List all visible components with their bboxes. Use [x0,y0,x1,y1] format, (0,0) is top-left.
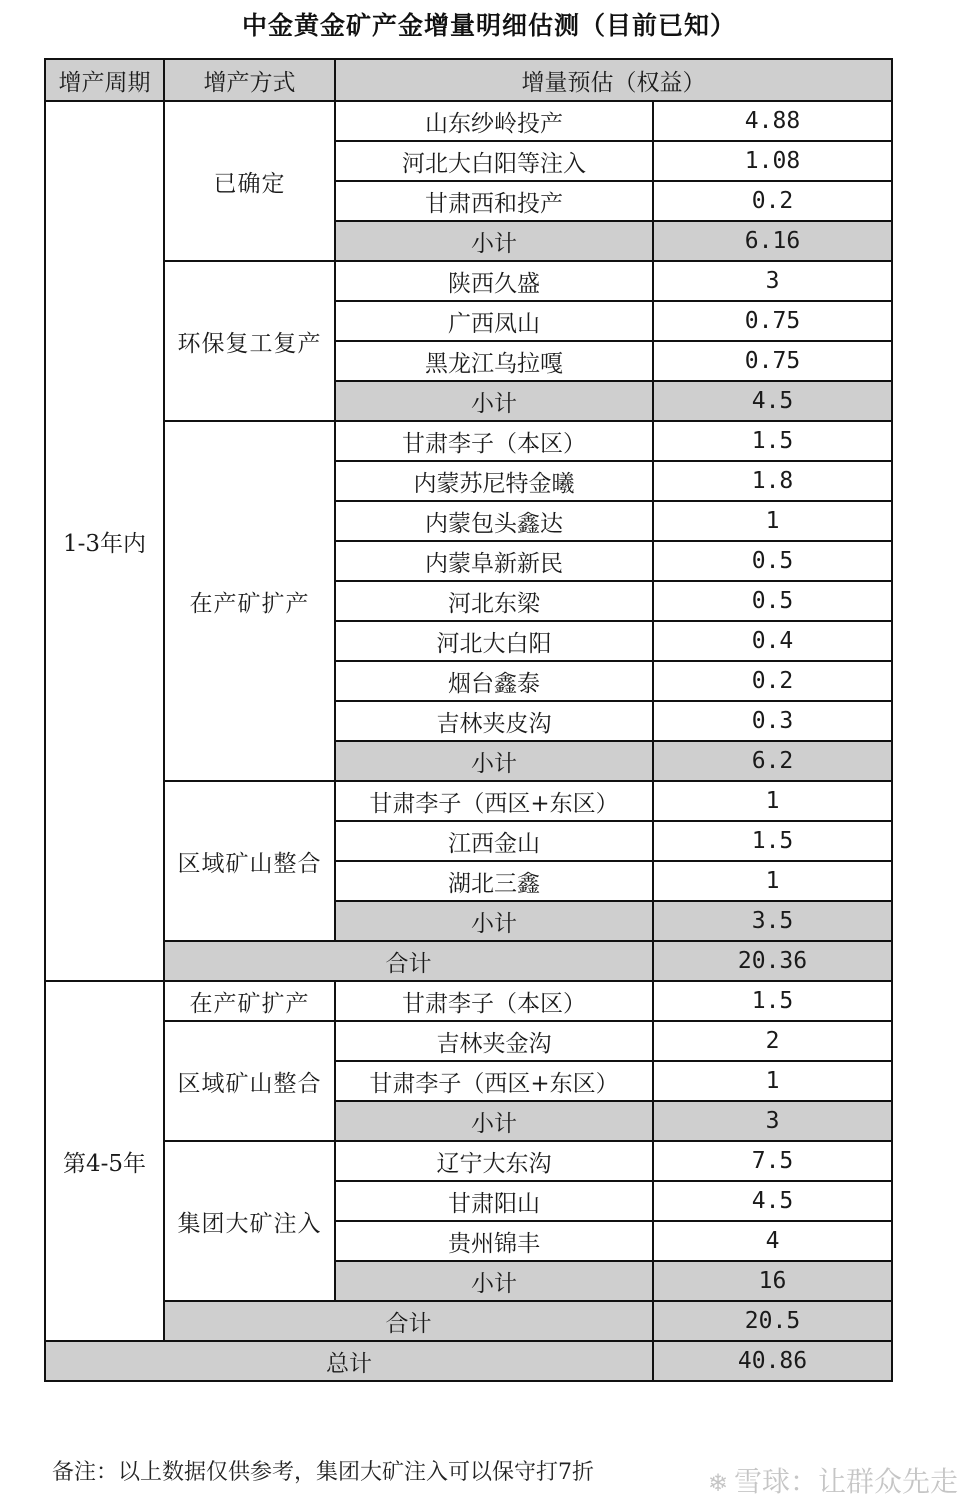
item-name-cell: 贵州锦丰 [335,1221,653,1261]
table-header-row [45,59,892,101]
item-value-cell: 1.5 [653,981,892,1021]
watermark-text: 雪球：让群众先走 [733,1465,958,1498]
item-name-cell: 吉林夹金沟 [335,1021,653,1061]
total-value-cell: 20.5 [653,1301,892,1341]
item-value-cell: 4.5 [653,1181,892,1221]
subtotal-label-cell: 小计 [335,901,653,941]
snowball-logo-icon: ❄ [707,1469,728,1497]
item-value-cell: 0.75 [653,301,892,341]
subtotal-value-cell: 6.16 [653,221,892,261]
method-cell: 区域矿山整合 [164,1021,335,1141]
item-value-cell: 1.5 [653,821,892,861]
item-name-cell: 江西金山 [335,821,653,861]
item-name-cell: 河北大白阳等注入 [335,141,653,181]
grand-total-row [45,1341,892,1381]
item-value-cell: 4.88 [653,101,892,141]
item-name-cell: 山东纱岭投产 [335,101,653,141]
table-row [45,1141,892,1181]
item-name-cell: 甘肃李子（西区+东区） [335,781,653,821]
method-cell: 环保复工复产 [164,261,335,421]
item-name-cell: 烟台鑫泰 [335,661,653,701]
item-value-cell: 1 [653,861,892,901]
item-name-cell: 内蒙苏尼特金曦 [335,461,653,501]
method-cell: 区域矿山整合 [164,781,335,941]
item-value-cell: 7.5 [653,1141,892,1181]
item-value-cell: 2 [653,1021,892,1061]
total-row [45,941,892,981]
watermark [708,1462,958,1502]
period-cell: 1-3年内 [45,101,164,981]
item-value-cell: 1.5 [653,421,892,461]
subtotal-label-cell: 小计 [335,1101,653,1141]
total-value-cell: 20.36 [653,941,892,981]
subtotal-label-cell: 小计 [335,221,653,261]
table-row [45,981,892,1021]
gold-increment-table [44,58,893,1382]
item-name-cell: 河北东梁 [335,581,653,621]
page-title: 中金黄金矿产金增量明细估测（目前已知） [241,11,736,40]
subtotal-value-cell: 3.5 [653,901,892,941]
header-estimate: 增量预估（权益） [335,59,892,101]
item-value-cell: 1.08 [653,141,892,181]
item-value-cell: 0.75 [653,341,892,381]
grand-total-label-cell: 总计 [45,1341,653,1381]
table-row [45,261,892,301]
subtotal-value-cell: 4.5 [653,381,892,421]
total-label-cell: 合计 [164,1301,653,1341]
header-period: 增产周期 [45,59,164,101]
item-name-cell: 甘肃李子（西区+东区） [335,1061,653,1101]
method-cell: 在产矿扩产 [164,421,335,781]
item-name-cell: 甘肃阳山 [335,1181,653,1221]
grand-total-value-cell: 40.86 [653,1341,892,1381]
item-name-cell: 甘肃李子（本区） [335,421,653,461]
table-row [45,781,892,821]
item-name-cell: 陕西久盛 [335,261,653,301]
item-value-cell: 4 [653,1221,892,1261]
subtotal-value-cell: 16 [653,1261,892,1301]
item-value-cell: 1 [653,781,892,821]
item-name-cell: 内蒙包头鑫达 [335,501,653,541]
table-row [45,101,892,141]
footnote: 备注：以上数据仅供参考，集团大矿注入可以保守打7折 [52,1460,594,1485]
item-name-cell: 广西凤山 [335,301,653,341]
item-value-cell: 0.3 [653,701,892,741]
table-row [45,1021,892,1061]
item-name-cell: 内蒙阜新新民 [335,541,653,581]
item-value-cell: 0.5 [653,581,892,621]
item-value-cell: 1.8 [653,461,892,501]
table-row [45,421,892,461]
subtotal-value-cell: 6.2 [653,741,892,781]
total-row [45,1301,892,1341]
subtotal-value-cell: 3 [653,1101,892,1141]
subtotal-label-cell: 小计 [335,381,653,421]
method-cell: 已确定 [164,101,335,261]
item-name-cell: 湖北三鑫 [335,861,653,901]
item-name-cell: 吉林夹皮沟 [335,701,653,741]
item-value-cell: 0.5 [653,541,892,581]
subtotal-label-cell: 小计 [335,1261,653,1301]
item-value-cell: 1 [653,1061,892,1101]
item-name-cell: 辽宁大东沟 [335,1141,653,1181]
item-value-cell: 0.2 [653,181,892,221]
item-value-cell: 3 [653,261,892,301]
header-method: 增产方式 [164,59,335,101]
item-value-cell: 0.4 [653,621,892,661]
item-name-cell: 甘肃李子（本区） [335,981,653,1021]
method-cell: 集团大矿注入 [164,1141,335,1301]
subtotal-label-cell: 小计 [335,741,653,781]
total-label-cell: 合计 [164,941,653,981]
item-name-cell: 甘肃西和投产 [335,181,653,221]
item-name-cell: 黑龙江乌拉嘎 [335,341,653,381]
item-value-cell: 0.2 [653,661,892,701]
period-cell: 第4-5年 [45,981,164,1341]
method-cell: 在产矿扩产 [164,981,335,1021]
item-name-cell: 河北大白阳 [335,621,653,661]
item-value-cell: 1 [653,501,892,541]
